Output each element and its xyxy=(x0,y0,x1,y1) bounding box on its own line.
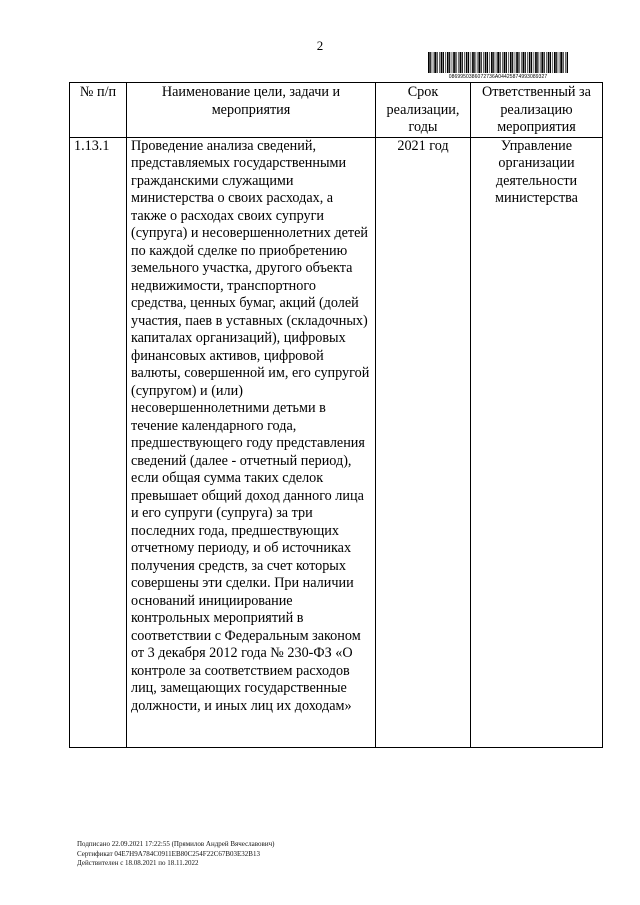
barcode-bar xyxy=(487,52,488,73)
row-responsible: Управление организации деятельности министерства xyxy=(471,137,603,747)
barcode-bar xyxy=(518,52,519,73)
barcode-bar xyxy=(474,52,475,73)
row-number: 1.13.1 xyxy=(70,137,127,747)
barcode-bar xyxy=(468,52,469,73)
barcode xyxy=(428,52,568,82)
barcode-bar xyxy=(460,52,462,73)
barcode-bar xyxy=(491,52,493,73)
barcode-bar xyxy=(544,52,545,73)
barcode-bar xyxy=(477,52,478,73)
barcode-bar xyxy=(516,52,518,73)
header-term: Срок реализации, годы xyxy=(376,83,471,138)
barcode-bar xyxy=(546,52,547,73)
barcode-bar xyxy=(521,52,522,73)
barcode-bar xyxy=(458,52,459,73)
barcode-bar xyxy=(535,52,537,73)
barcode-bar xyxy=(510,52,512,73)
barcode-bar xyxy=(502,52,503,73)
barcode-bar xyxy=(445,52,446,73)
barcode-bar xyxy=(525,52,526,73)
barcode-bar xyxy=(537,52,538,73)
barcode-bar xyxy=(548,52,550,73)
barcode-bar xyxy=(478,52,480,73)
signature-signed: Подписано 22.09.2021 17:22:55 (Прямилов Андрей Вячеславович) xyxy=(77,840,275,848)
barcode-bar xyxy=(540,52,541,73)
barcode-bar xyxy=(489,52,490,73)
barcode-bar xyxy=(481,52,482,73)
header-responsible: Ответственный за реализацию мероприятия xyxy=(471,83,603,138)
header-name: Наименование цели, задачи и мероприятия xyxy=(127,83,376,138)
barcode-bar xyxy=(531,52,532,73)
page-number: 2 xyxy=(316,38,324,53)
barcode-bar xyxy=(497,52,499,73)
barcode-bar xyxy=(550,52,551,73)
barcode-bar xyxy=(559,52,560,73)
barcode-bar xyxy=(567,52,568,73)
signature-certificate: Сертификат 04E7H9A784C0911EB80C254F22C67B03E32B13 xyxy=(77,849,260,858)
header-number: № п/п xyxy=(70,83,127,138)
barcode-bar xyxy=(534,52,535,73)
barcode-bar xyxy=(508,52,509,73)
signature-validity: Действителен с 18.08.2021 по 18.11.2022 xyxy=(77,859,199,867)
barcode-bar xyxy=(565,52,566,73)
barcode-bar xyxy=(496,52,497,73)
barcode-bar xyxy=(447,52,449,73)
barcode-bar xyxy=(515,52,516,73)
barcode-bar xyxy=(466,52,468,73)
barcode-bar xyxy=(455,52,456,73)
barcode-bar xyxy=(437,52,438,73)
barcode-bar xyxy=(485,52,487,73)
barcode-bar xyxy=(439,52,440,73)
barcode-bar xyxy=(464,52,465,73)
barcode-bar xyxy=(500,52,501,73)
barcode-bar xyxy=(527,52,528,73)
barcode-bar xyxy=(453,52,455,73)
barcode-bar xyxy=(471,52,472,73)
barcode-bar xyxy=(483,52,484,73)
barcode-bar xyxy=(449,52,450,73)
barcode-bar xyxy=(529,52,531,73)
barcode-bar xyxy=(493,52,494,73)
barcode-bar xyxy=(504,52,506,73)
electronic-signature-stamp xyxy=(77,840,274,869)
barcode-bar xyxy=(554,52,556,73)
barcode-bar xyxy=(452,52,453,73)
barcode-bar xyxy=(434,52,436,73)
barcode-number: 0869950386072736A04425874993089327 xyxy=(448,74,548,80)
plan-table xyxy=(69,82,603,748)
barcode-bar xyxy=(506,52,507,73)
barcode-bar xyxy=(563,52,564,73)
barcode-bar xyxy=(560,52,562,73)
barcode-bar xyxy=(443,52,444,73)
barcode-bar xyxy=(541,52,543,73)
table-row xyxy=(70,137,603,747)
barcode-bar xyxy=(462,52,463,73)
barcode-bar xyxy=(428,52,430,73)
table-header-row xyxy=(70,83,603,138)
barcode-bar xyxy=(556,52,557,73)
barcode-bar xyxy=(552,52,553,73)
barcode-bars xyxy=(428,52,568,73)
barcode-bar xyxy=(512,52,513,73)
barcode-bar xyxy=(430,52,431,73)
barcode-bar xyxy=(441,52,443,73)
barcode-bar xyxy=(433,52,434,73)
barcode-bar xyxy=(523,52,525,73)
row-description: Проведение анализа сведений, представляемых государственными гражданскими служащими министерства о своих расходах, а также о расходах своих супруги (супруга) и несовершеннолетних детей по каждой сделке по приобретению земельного участка, другого объекта недвижимости, транспортного средства, ценных бумаг, акций (долей участия, паев в уставных (складочных) капиталах организаций), цифровых финансовых активов, цифровой валюты, совершенной им, его супругой (супругом) и (или) несовершеннолетними детьми в течение календарного года, предшествующего году представления сведений (далее - отчетный период), если общая сумма таких сделок превышает общий доход данного лица и его супруги (супруга) за три последних года, предшествующих отчетному периоду, и об источниках получения средств, за счет которых совершены эти сделки. При наличии оснований инициирование контрольных мероприятий в соответствии с Федеральным законом от 3 декабря 2012 года № 230-ФЗ «О контроле за соответствием расходов лиц, замещающих государственные должности, и иных лиц их доходам» xyxy=(127,137,376,747)
row-term: 2021 год xyxy=(376,137,471,747)
barcode-bar xyxy=(472,52,474,73)
